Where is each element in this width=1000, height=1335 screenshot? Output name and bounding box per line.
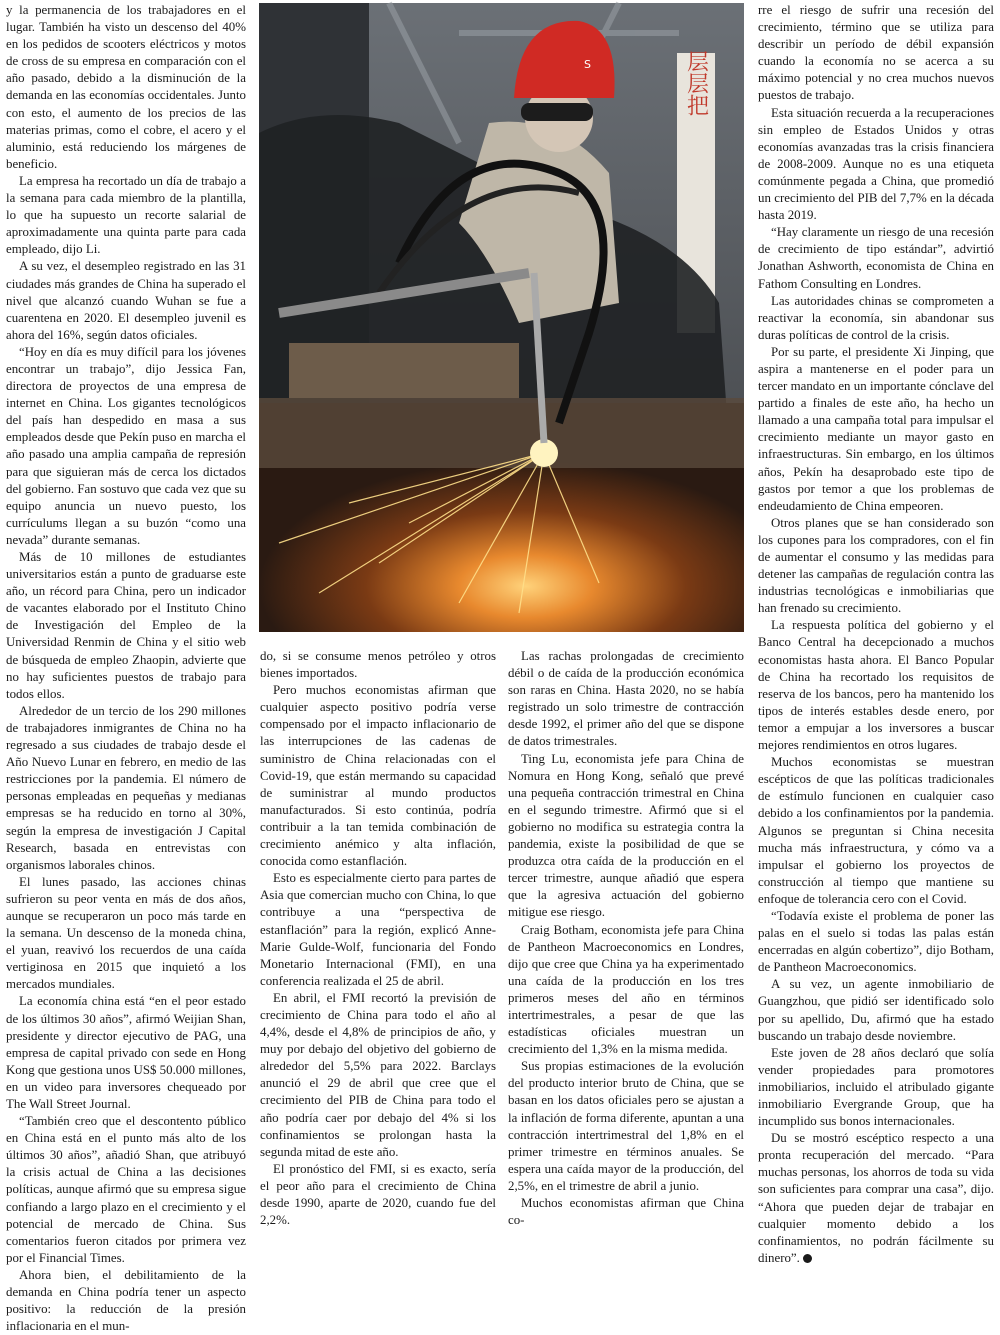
col1-paragraph: El lunes pasado, las acciones chinas sufrieron su peor venta en más de dos años, aunque se recuperaron un poco más tarde en la semana. Un descenso de la moneda china, el yuan, reavivó los recuerdos de una caída vertiginosa en 2015 que inquietó a los mercados mundiales.: [6, 874, 246, 992]
col4-paragraph: “Hay claramente un riesgo de una recesión de crecimiento de tipo estándar”, advirtió Jonathan Ashworth, economista de China en Fathom Consulting en Londres.: [758, 225, 994, 291]
end-of-article-icon: ●: [803, 1254, 812, 1263]
article-column-1: [6, 2, 246, 1334]
col4-paragraph: Por su parte, el presidente Xi Jinping, que aspira a mantenerse en el poder para un tercer mandato en un importante cónclave del partido a finales de este año, ha hecho un llamado a una campaña total para impulsar el crecimiento mediante un mayor gasto en infraestructuras. Sin embargo, en los últimos años, Pekín ha desaprobado este tipo de gastos por temor a que los problemas de endeudamiento de China empeoren.: [758, 344, 994, 513]
col3-paragraph: Muchos economistas afirman que China co-: [508, 1196, 744, 1228]
dark-goggles: [521, 103, 593, 121]
col4-paragraph: Este joven de 28 años declaró que solía vender propiedades para promotores inmobiliarios, incluido el atribulado gigante inmobiliario Evergrande Group, que ha incumplido sus bonos internacionales.: [758, 1045, 994, 1129]
col1-paragraph: Ahora bien, el debilitamiento de la demanda en China podría tener un aspecto positivo: la reducción de la presión inflacionaria en el mun-: [6, 1267, 246, 1334]
col1-paragraph: La empresa ha recortado un día de trabajo a la semana para cada miembro de la plantilla, lo que ha supuesto un recorte salarial de aproximadamente una quinta parte para cada empleado, dijo Li.: [6, 173, 246, 257]
col4-paragraph: Esta situación recuerda a la recuperaciones sin empleo de Estados Unidos y otras economías avanzadas tras la crisis financiera de 2008-2009. Aunque no es una etiqueta comúnmente pegada a China, que promedió un crecimiento del PIB del 7,7% en la década hasta 2019.: [758, 105, 994, 223]
col2-paragraph: Pero muchos economistas afirman que cualquier aspecto positivo podría verse compensado por el impacto inflacionario de las interrupciones de las cadenas de suministro de China relacionadas con el Covid-19, que están mermando su capacidad de suministrar al mundo productos manufacturados. Si esto continúa, podría contribuir a la tan temida combinación de crecimiento anémico y alta inflación, conocida como estanflación.: [260, 683, 496, 869]
steel-slab: [259, 398, 744, 468]
col2-paragraph: En abril, el FMI recortó la previsión de crecimiento de China para todo el año al 4,4%, desde el 4,8% de principios de año, y muy por debajo del objetivo del gobierno de alrededor del 5,5% para 2022. Barclays anunció el 29 de abril que cree que el crecimiento del PIB de China para todo el año podría caer por debajo del 4% si los confinamientos se prolongan hasta la segunda mitad de este año.: [260, 990, 496, 1159]
col4-paragraph: Las autoridades chinas se comprometen a reactivar la economía, sin abandonar sus duras políticas de control de la crisis.: [758, 293, 994, 342]
col1-paragraph: y la permanencia de los trabajadores en el lugar. También ha visto un descenso del 40% en los pedidos de scooters eléctricos y motos de cross de su empresa en comparación con el año pasado, debido a la disminución de la demanda en las economías occidentales. Junto con esto, el aumento de los precios de las materias primas, como el cobre, el acero y el aluminio, está reduciendo los márgenes de beneficio.: [6, 3, 246, 171]
col2-paragraph: El pronóstico del FMI, si es exacto, sería el peor año para el crecimiento de China desde 1990, aparte de 2020, cuando fue del 2,2%.: [260, 1161, 496, 1228]
helmet-marking: S: [584, 58, 591, 71]
col3-paragraph: Craig Botham, economista jefe para China de Pantheon Macroeconomics en Londres, dijo que cree que China ya ha experimentado una caída de la producción en los tres primeros meses del año en términos intertrimestrales, a pesar de que las estadísticas oficiales muestran un crecimiento del 1,3% en la misma medida.: [508, 922, 744, 1057]
col4-paragraph: Du se mostró escéptico respecto a una pronta recuperación del mercado. “Para muchas personas, los ahorros de toda su vida son suficientes para comprar una casa”, dijo. “Ahora que pueden dejar de trabajar en cualquier momento debido a los confinamientos, no podrán fácilmente su dinero”. ●: [758, 1131, 994, 1265]
col4-paragraph: rre el riesgo de sufrir una recesión del crecimiento, término que se utiliza para describir un período de débil expansión cuando la economía no se acerca a su máximo potencial y no crea muchos nuevos puestos de trabajo.: [758, 3, 994, 103]
cutting-flame: [530, 439, 558, 467]
col2-paragraph: Esto es especialmente cierto para partes de Asia que comercian mucho con China, lo que contribuye a una “perspectiva de estanflación” para la región, explicó Anne-Marie Gulde-Wolf, funcionaria del Fondo Monetario Internacional (FMI), en una conferencia realizada el 25 de abril.: [260, 871, 496, 988]
photo-welder-cutting-steel: [259, 3, 744, 632]
col1-paragraph: “También creo que el descontento público en China está en el punto más alto de los últimos 30 años”, añadió Shan, que atribuyó la crisis actual de China a las decisiones políticas, aunque afirmó que su empresa sigue confiando a largo plazo en el crecimiento y el potencial de mercado de China. Sus comentarios fueron citados por primera vez por el Financial Times.: [6, 1114, 246, 1265]
col4-paragraph: “Todavía existe el problema de poner las palas en el suelo si todas las palas están encerradas en algún cobertizo”, dijo Botham, de Pantheon Macroeconomics.: [758, 908, 994, 975]
col2-paragraph: do, si se consume menos petróleo y otros bienes importados.: [260, 649, 496, 681]
article-column-3: [508, 648, 744, 1228]
sign-text: 层层把: [683, 50, 709, 116]
col1-paragraph: “Hoy en día es muy difícil para los jóvenes encontrar un trabajo”, dijo Jessica Fan, directora de proyectos de una empresa de internet en China. Los gigantes tecnológicos del país han despedido en masa a sus empleados desde que Pekín puso en marcha el año pasado una amplia campaña de represión para que siguieran más de cerca los dictados del gobierno. Fan sostuvo que cada vez que su equipo anuncia un nuevo puesto, los currículums llegan a su buzón “como una nevada” durante semanas.: [6, 344, 246, 547]
col1-paragraph: Alrededor de un tercio de los 290 millones de trabajadores inmigrantes de China no ha regresado a sus ciudades de trabajo desde el Año Nuevo Lunar en febrero, en medio de las restricciones por la pandemia. El número de personas empleadas en pequeñas y medianas empresas se ha reducido en torno al 30%, según la empresa de investigación J Capital Research, basada en entrevistas con organismos laborales chinos.: [6, 703, 246, 872]
col4-paragraph: Otros planes que se han considerado son los cupones para los compradores, con el fin de aumentar el consumo y las medidas para detener las campañas de regulación contra las industrias tecnológicas e inmobiliarias que han frenado su crecimiento.: [758, 515, 994, 616]
torch-machine: [289, 343, 519, 398]
col3-paragraph: Ting Lu, economista jefe para China de Nomura en Hong Kong, señaló que prevé una pequeña contracción trimestral en China en el segundo trimestre. Afirmó que si el gobierno no modifica su estrategia contra la pandemia, existe la posibilidad de que se produzca otra caída de la producción en el tercer trimestre, aunque añadió que espera que la agresiva actuación del gobierno mitigue ese riesgo.: [508, 751, 744, 920]
article-column-4: [758, 2, 994, 1265]
col3-paragraph: Sus propias estimaciones de la evolución del producto interior bruto de China, que se basan en los datos oficiales pero se ajustan a la inflación de forma diferente, apuntan a una contracción intertrimestral del 1,8% en el primer trimestre en términos anuales. Se espera una caída mayor de la producción, del 2,5%, en el trimestre de abril a junio.: [508, 1059, 744, 1193]
col1-paragraph: A su vez, el desempleo registrado en las 31 ciudades más grandes de China ha superado el nivel que alcanzó cuando Wuhan se fue a cuarentena en 2020. El desempleo juvenil es ahora del 16%, según datos oficiales.: [6, 259, 246, 342]
col4-paragraph: A su vez, un agente inmobiliario de Guangzhou, que pidió ser identificado solo por su apellido, Du, afirmó que ha estado buscando un trabajo desde noviembre.: [758, 977, 994, 1043]
col3-paragraph: Las rachas prolongadas de crecimiento débil o de caída de la producción económica son raras en China. Hasta 2020, no se había registrado un solo trimestre de contracción desde 1992, el primer año del que se dispone de datos trimestrales.: [508, 649, 744, 749]
col1-paragraph: Más de 10 millones de estudiantes universitarios están a punto de graduarse este año, un récord para China, pero un indicador de vacantes elaborado por el Instituto Chino de Investigación del Empleo de la Universidad Renmin de China y el sitio web de búsqueda de empleo Zhaopin, advierte que no hay suficientes puestos de trabajo para todos ellos.: [6, 550, 246, 701]
col4-paragraph: Muchos economistas se muestran escépticos de que las políticas tradicionales de estímulo funcionen en cualquier caso debido a los confinamientos por la pandemia. Algunos se preguntan si China necesita mucha más infraestructura, y cómo va a impulsar el gobierno los proyectos de construcción al tiempo que mantiene su enfoque de tolerancia cero con el Covid.: [758, 755, 994, 906]
article-column-2: [260, 648, 496, 1228]
col1-paragraph: La economía china está “en el peor estado de los últimos 30 años”, afirmó Weijian Shan, presidente y director ejecutivo de PAG, una empresa de capital privado con sede en Hong Kong que gestiona unos US$ 50.000 millones, en un video para inversores chequeado por The Wall Street Journal.: [6, 994, 246, 1111]
col4-paragraph: La respuesta política del gobierno y el Banco Central ha decepcionado a muchos economistas hasta ahora. El Banco Popular de China ha recortado los requisitos de reserva de los bancos, pero ha mantenido los tipos de interés estables desde enero, por temor a empujar a los inversores a buscar mejores rendimientos en otros lugares.: [758, 618, 994, 753]
